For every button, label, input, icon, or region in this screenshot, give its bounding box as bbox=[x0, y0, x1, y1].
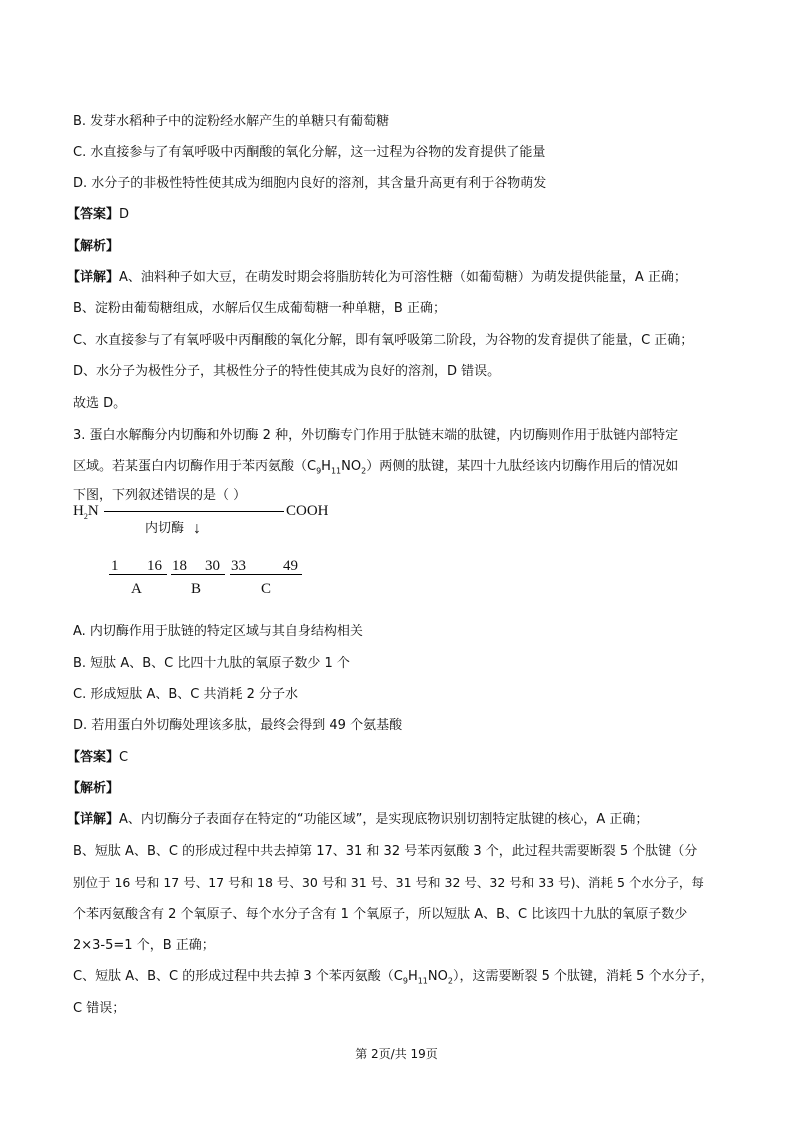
subscript: 11 bbox=[417, 976, 428, 986]
peptide-chain-line bbox=[104, 511, 284, 512]
fragment-b-end: 30 bbox=[205, 558, 220, 574]
q3-option-a: A. 内切酶作用于肽链的特定区域与其自身结构相关 bbox=[73, 624, 363, 639]
answer-label: 【答案】 bbox=[67, 207, 120, 222]
fragment-a-start: 1 bbox=[111, 558, 119, 574]
subscript: 2 bbox=[447, 976, 453, 986]
fragment-c-line bbox=[230, 574, 302, 575]
analysis-2-line-4: D、水分子为极性分子，其极性分子的特性使其成为良好的溶剂，D 错误。 bbox=[73, 364, 501, 379]
analysis-3-line-4: 个苯丙氨酸含有 2 个氧原子、每个水分子含有 1 个氧原子，所以短肽 A、B、C 比该四十九肽的氧原子数少 bbox=[73, 907, 688, 922]
analysis-3-line-1 bbox=[67, 811, 648, 829]
analysis-text: C、短肽 A、B、C 的形成过程中共去掉 3 个苯丙氨酸（C bbox=[73, 969, 403, 984]
q3-option-c: C. 形成短肽 A、B、C 共消耗 2 分子水 bbox=[73, 687, 299, 702]
analysis-2-line-2: B、淀粉由葡萄糖组成，水解后仅生成葡萄糖一种单糖，B 正确； bbox=[73, 301, 446, 316]
c-terminus: COOH bbox=[286, 503, 329, 519]
q3-stem-line-3: 下图，下列叙述错误的是（ ） bbox=[73, 488, 247, 503]
fragment-b-line bbox=[171, 574, 225, 575]
q3-stem-line-2 bbox=[73, 458, 678, 476]
subscript: 11 bbox=[330, 466, 342, 476]
analysis-3-line-2: B、短肽 A、B、C 的形成过程中共去掉第 17、31 和 32 号苯丙氨酸 3 个，此过程共需要断裂 5 个肽键（分 bbox=[73, 844, 698, 859]
analysis-3-line-5: 2×3-5=1 个，B 正确； bbox=[73, 938, 215, 953]
option-c-prev: C. 水直接参与了有氧呼吸中丙酮酸的氧化分解，这一过程为谷物的发育提供了能量 bbox=[73, 145, 546, 160]
q3-option-d: D. 若用蛋白外切酶处理该多肽，最终会得到 49 个氨基酸 bbox=[73, 718, 403, 733]
n-terminus bbox=[73, 502, 99, 520]
analysis-text: A、内切酶分子表面存在特定的“功能区域”，是实现底物识别切割特定肽键的核心，A 正确； bbox=[119, 812, 649, 827]
analysis-2-line-3: C、水直接参与了有氧呼吸中丙酮酸的氧化分解，即有氧呼吸第二阶段，为谷物的发育提供了能量，C 正确； bbox=[73, 333, 694, 348]
analysis-3-line-3: 别位于 16 号和 17 号、17 号和 18 号、30 号和 31 号、31 号和 32 号、32 号和 33 号)、消耗 5 个水分子，每 bbox=[73, 875, 704, 890]
answer-label: 【答案】 bbox=[67, 750, 120, 765]
peptide-diagram bbox=[73, 500, 373, 600]
enzyme-label: 内切酶 bbox=[145, 521, 185, 536]
fragment-c-end: 49 bbox=[283, 558, 298, 574]
analysis-2-label: 【解析】 bbox=[67, 239, 120, 254]
subscript: 9 bbox=[316, 466, 322, 476]
fragment-a-label: A bbox=[131, 581, 142, 597]
analysis-text: NO bbox=[427, 969, 448, 984]
subscript: 2 bbox=[361, 466, 367, 476]
fragment-c-label: C bbox=[261, 581, 272, 597]
h-letter: H bbox=[73, 503, 84, 519]
fragment-a-end: 16 bbox=[147, 558, 162, 574]
subscript: 9 bbox=[402, 976, 408, 986]
analysis-3-line-7: C 错误； bbox=[73, 1001, 126, 1016]
analysis-text: ），这需要断裂 5 个肽键，消耗 5 个水分子， bbox=[452, 969, 714, 984]
answer-value: D bbox=[119, 207, 130, 222]
arrow-down-icon: ↓ bbox=[193, 520, 201, 537]
analysis-text: H bbox=[407, 969, 418, 984]
answer-3 bbox=[67, 749, 128, 767]
stem-text: NO bbox=[341, 459, 362, 474]
subscript: 2 bbox=[83, 512, 88, 521]
fragment-b-start: 18 bbox=[172, 558, 187, 574]
n-letter: N bbox=[87, 503, 99, 519]
q3-option-b: B. 短肽 A、B、C 比四十九肽的氧原子数少 1 个 bbox=[73, 656, 350, 671]
fragment-b-label: B bbox=[191, 581, 202, 597]
option-b-prev: B. 发芽水稻种子中的淀粉经水解产生的单糖只有葡萄糖 bbox=[73, 114, 390, 129]
answer-value: C bbox=[119, 750, 129, 765]
fragment-c-start: 33 bbox=[231, 558, 246, 574]
analysis-2-conclusion: 故选 D。 bbox=[73, 396, 127, 411]
option-d-prev: D. 水分子的非极性特性使其成为细胞内良好的溶剂，其含量升高更有利于谷物萌发 bbox=[73, 176, 547, 191]
detail-label: 【详解】 bbox=[67, 270, 120, 285]
analysis-3-line-6 bbox=[73, 968, 714, 986]
answer-2 bbox=[67, 206, 129, 224]
analysis-2-line-1 bbox=[67, 269, 687, 287]
analysis-3-label: 【解析】 bbox=[67, 781, 120, 796]
page-footer: 第 2页/共 19页 bbox=[355, 1047, 438, 1061]
q3-stem-line-1: 3. 蛋白水解酶分内切酶和外切酶 2 种，外切酶专门作用于肽链末端的肽键，内切酶则作用于肽链内部特定 bbox=[73, 428, 679, 443]
stem-text: H bbox=[321, 459, 331, 474]
stem-text: ）两侧的肽键，某四十九肽经该内切酶作用后的情况如 bbox=[366, 459, 679, 474]
fragment-a-line bbox=[109, 574, 167, 575]
stem-text: 区域。若某蛋白内切酶作用于苯丙氨酸（C bbox=[73, 459, 317, 474]
analysis-text: A、油料种子如大豆，在萌发时期会将脂肪转化为可溶性糖（如葡萄糖）为萌发提供能量，A 正确； bbox=[119, 270, 687, 285]
detail-label: 【详解】 bbox=[67, 812, 120, 827]
